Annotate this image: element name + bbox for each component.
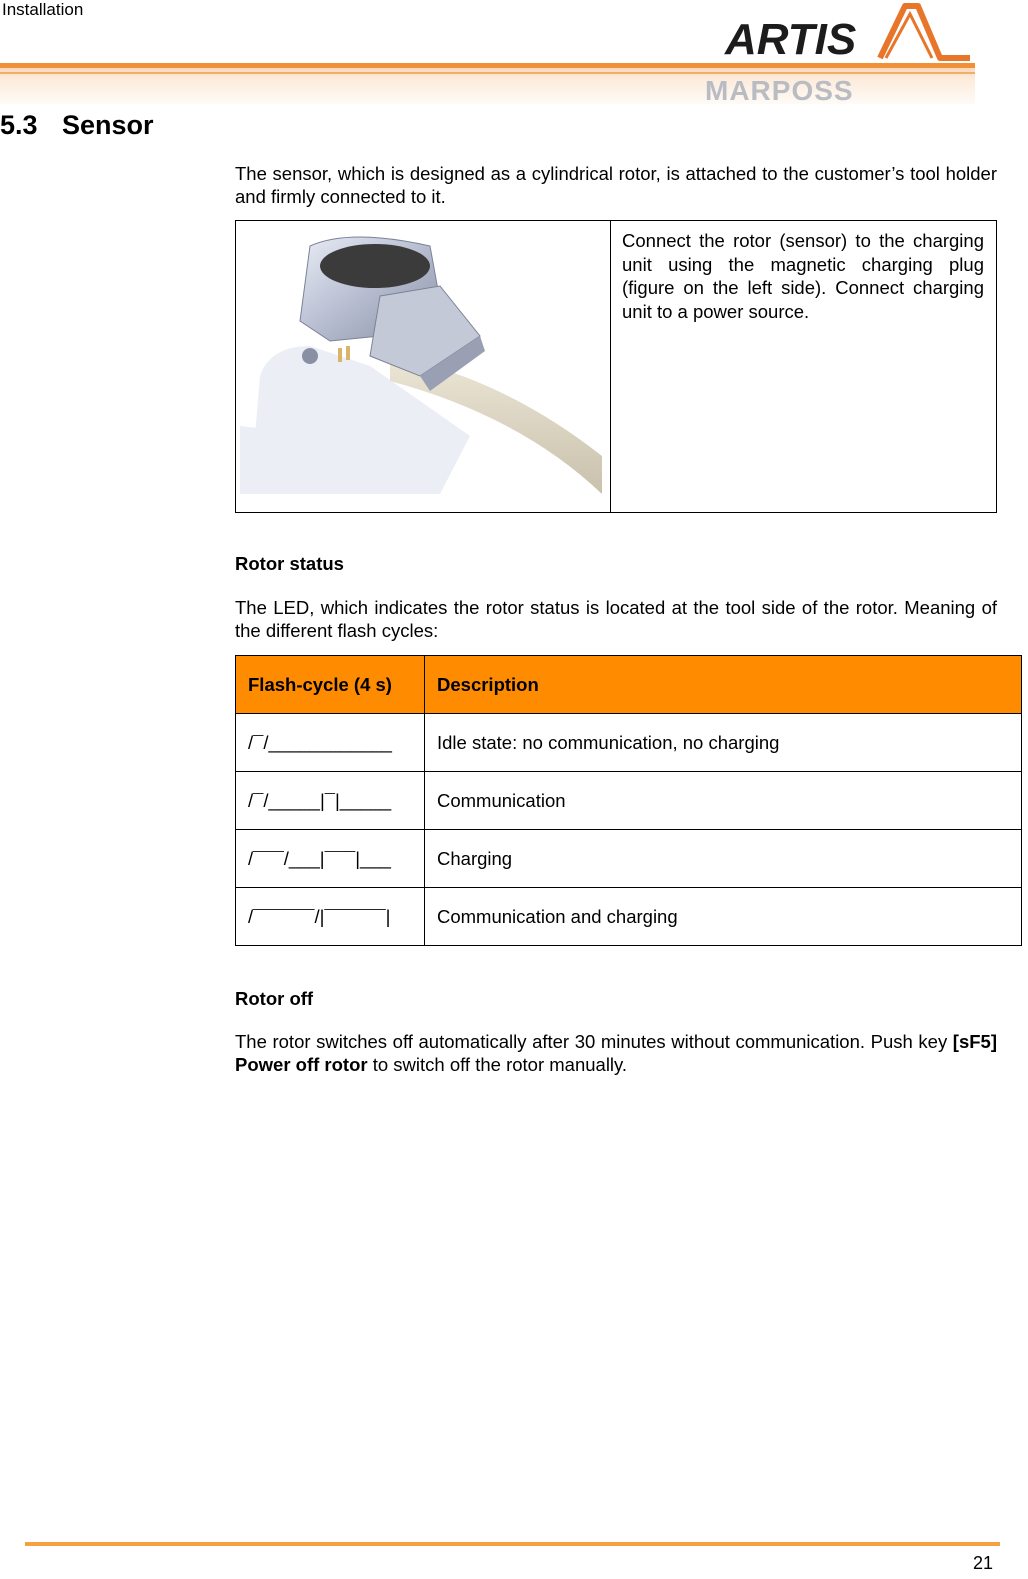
svg-text:MARPOSS: MARPOSS xyxy=(705,75,854,104)
rotor-off-paragraph xyxy=(235,1030,997,1076)
rotor-status-heading: Rotor status xyxy=(235,553,344,574)
flash-cycle-table xyxy=(235,655,1022,946)
table-row xyxy=(236,714,1022,772)
description-cell: Charging xyxy=(425,830,1022,888)
rotor-off-text-before: The rotor switches off automatically after 30 minutes without communication. Push key xyxy=(235,1031,953,1052)
description-cell: Idle state: no communication, no charging xyxy=(425,714,1022,772)
header-section-label: Installation xyxy=(2,0,84,19)
figure-image-cell xyxy=(236,221,611,512)
table-row xyxy=(236,888,1022,946)
figure-caption: Connect the rotor (sensor) to the charging unit using the magnetic charging plug (figure on the left side). Connect charging unit to a power source. xyxy=(622,230,984,322)
flash-cycle-cell: /¯/_____|¯|_____ xyxy=(236,772,425,830)
table-row xyxy=(236,830,1022,888)
flash-cycle-cell: /¯¯¯¯¯¯/|¯¯¯¯¯¯| xyxy=(236,888,425,946)
section-title-text: Sensor xyxy=(62,110,154,140)
intro-paragraph: The sensor, which is designed as a cylindrical rotor, is attached to the customer’s tool holder and firmly connected to it. xyxy=(235,163,997,207)
rotor-charging-plug-illustration xyxy=(240,226,602,496)
column-header-flash-cycle: Flash-cycle (4 s) xyxy=(236,656,425,714)
description-cell: Communication xyxy=(425,772,1022,830)
description-cell: Communication and charging xyxy=(425,888,1022,946)
flash-cycle-cell: /¯¯¯/___|¯¯¯|___ xyxy=(236,830,425,888)
footer-divider xyxy=(25,1542,1000,1546)
rotor-off-text-after: to switch off the rotor manually. xyxy=(367,1054,628,1075)
power-off-key-label: [sF5] Power off rotor xyxy=(235,1031,997,1075)
svg-text:ARTIS: ARTIS xyxy=(725,15,857,64)
rotor-status-paragraph: The LED, which indicates the rotor status is located at the tool side of the rotor. Meaning of the different flash cycles: xyxy=(235,597,997,641)
figure-table xyxy=(235,220,997,513)
column-header-description: Description xyxy=(425,656,1022,714)
section-title xyxy=(0,110,154,141)
flash-cycle-cell: /¯/____________ xyxy=(236,714,425,772)
table-header-row xyxy=(236,656,1022,714)
section-number: 5.3 xyxy=(0,110,38,140)
page-number: 21 xyxy=(973,1553,994,1573)
table-row xyxy=(236,772,1022,830)
artis-marposs-logo xyxy=(700,0,980,104)
rotor-off-heading: Rotor off xyxy=(235,988,314,1009)
